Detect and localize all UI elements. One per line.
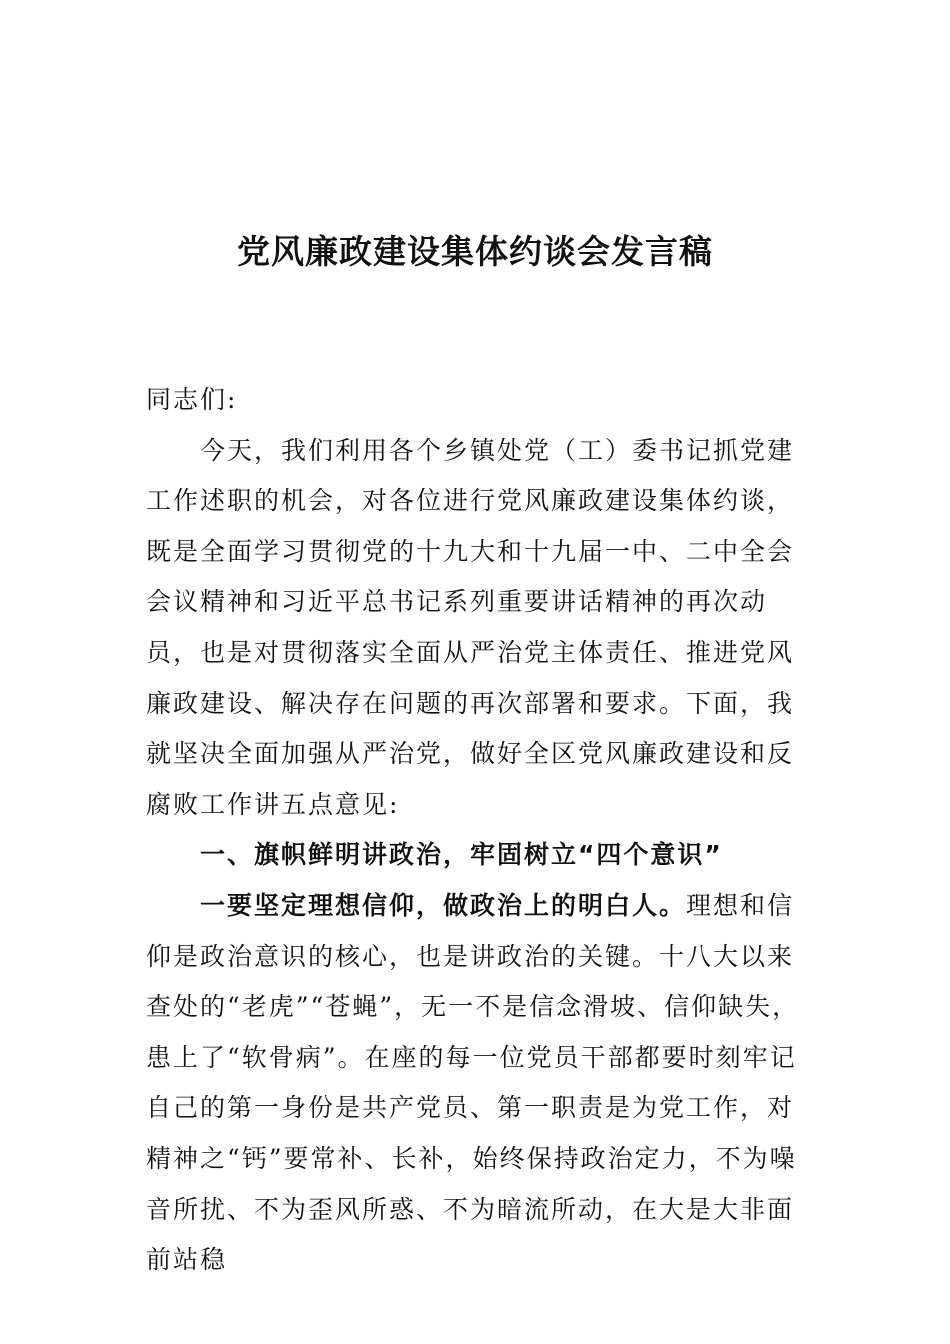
document-body [146, 375, 806, 1286]
document-title: 党风廉政建设集体约谈会发言稿 [237, 232, 713, 271]
salutation: 同志们: [146, 385, 238, 414]
point-1-lead: 一要坚定理想信仰，做政治上的明白人。 [200, 890, 687, 920]
point-1-body: 理想和信仰是政治意识的核心，也是讲政治的关键。十八大以来查处的“老虎”“苍蝇”，无一不是信念滑坡、信仰缺失，患上了“软骨病”。在座的每一位党员干部都要时刻牢记自己的第一身份是共产党员、第一职责是为党工作，对精神之“钙”要常补、长补，始终保持政治定力，不为噪音所扰、不为歪风所惑、不为暗流所动，在大是大非面前站稳 [146, 890, 800, 1275]
section-heading-1: 一、旗帜鲜明讲政治，牢固树立“四个意识” [200, 840, 723, 870]
point-1-paragraph [146, 881, 806, 1286]
intro-paragraph: 今天，我们利用各个乡镇处党（工）委书记抓党建工作述职的机会，对各位进行党风廉政建设集体约谈，既是全面学习贯彻党的十九大和十九届一中、二中全会会议精神和习近平总书记系列重要讲话精神的再次动员，也是对贯彻落实全面从严治党主体责任、推进党风廉政建设、解决存在问题的再次部署和要求。下面，我就坚决全面加强从严治党，做好全区党风廉政建设和反腐败工作讲五点意见: [146, 435, 795, 819]
